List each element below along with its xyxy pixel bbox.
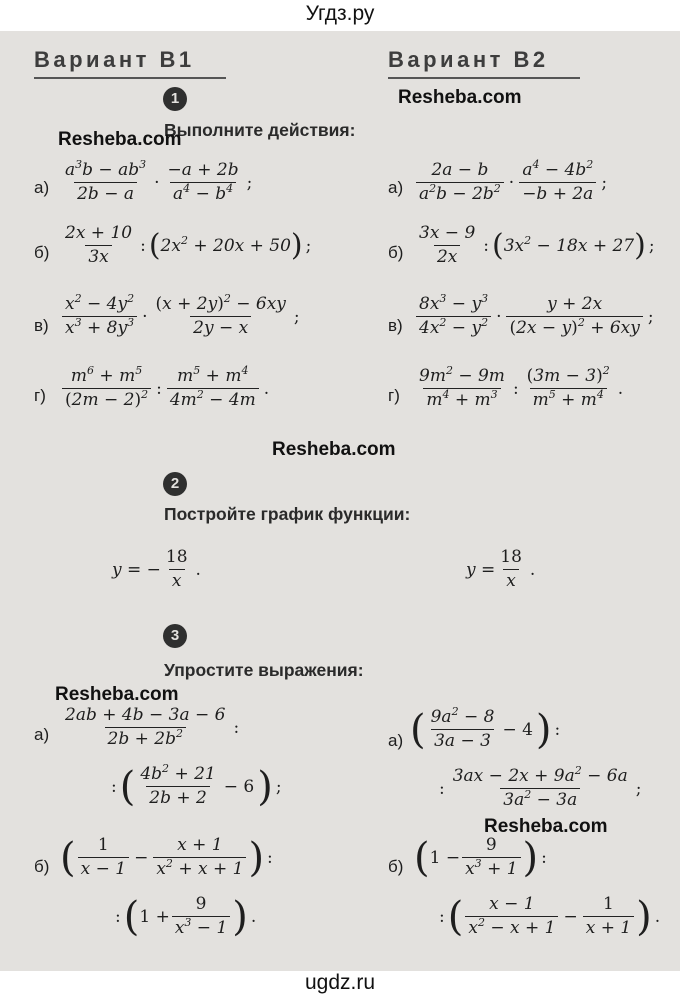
task-3-title: Упростите выражения:	[164, 660, 364, 680]
task-1-title: Выполните действия:	[164, 120, 356, 140]
task-3-number-icon: 3	[163, 624, 187, 648]
variant-b1-underline	[34, 77, 226, 79]
item-label: г)	[388, 386, 400, 405]
expression-b2-1g: $9m^2 - 9m$ $m^4 + m^3$ : $(3m - 3)^2$ $m^5 + m^4$ .	[419, 364, 624, 410]
workbook-page	[0, 31, 680, 971]
variant-b2-underline	[388, 77, 580, 79]
variant-b2-heading: Вариант В2	[388, 47, 549, 72]
expression-b2-1v: $8x^3 - y^3$ $4x^2 - y^2$ · y + 2x $(2x - y)^2 + 6xy$ ;	[414, 295, 657, 338]
expression-b2-2: y = $\frac{18}{x}$ .	[466, 547, 536, 591]
expression-b2-1a: 2a − b $a^2b - 2b^2$ · $a^4 - 4b^2$ −b + 2a ;	[414, 161, 610, 204]
item-label: в)	[388, 316, 403, 335]
expression-b1-2: y = − $\frac{18}{x}$ .	[112, 547, 201, 591]
item-label: а)	[34, 725, 50, 744]
item-label: б)	[34, 243, 50, 262]
item-label: а)	[388, 731, 404, 750]
task-1-number-icon: 1	[163, 87, 187, 111]
watermark: Resheba.com	[58, 129, 182, 150]
expression-b1-3b-line2: : ( 1 + $\frac{9}{x^3 - 1}$ ) .	[115, 893, 257, 940]
watermark: Resheba.com	[272, 439, 396, 460]
expression-b1-1a: $a^3b - ab^3$ 2b − a · −a + 2b $a^4 - b^4$ ;	[65, 158, 253, 204]
item-label: а)	[388, 178, 404, 197]
item-label: б)	[34, 857, 50, 876]
expression-b1-3a-line1: 2ab + 4b − 3a − 6 $2b + 2b^2$ :	[65, 705, 240, 749]
header-site-name: Угдз.ру	[305, 2, 375, 25]
task-2-title: Постройте график функции:	[164, 504, 411, 524]
expression-b2-3a-line1: ( $9a^2 - 8$ 3a − 3 − 4 ) :	[410, 705, 561, 753]
expression-b1-1v: $x^2 - 4y^2$ $x^3 + 8y^3$ · $(x + 2y)^2 - 6xy$ 2y − x ;	[60, 295, 303, 338]
item-label: а)	[34, 178, 50, 197]
item-label: г)	[34, 386, 46, 405]
expression-b1-1b: 2x + 10 3x : ( $2x^2 + 20x + 50$ ) ;	[65, 223, 312, 267]
expression-b2-3b-line2: : ( x − 1 $x^2 - x + 1$ − $\frac{1}{x + 1}$ ) .	[439, 893, 661, 940]
watermark: Resheba.com	[484, 816, 608, 837]
expression-b2-3a-line2: : $3ax - 2x + 9a^2 - 6a$ $3a^2 - 3a$ ;	[439, 764, 642, 810]
variant-b1-heading: Вариант В1	[34, 47, 195, 72]
expression-b2-1b: 3x − 9 2x : ( $3x^2 - 18x + 27$ ) ;	[419, 223, 655, 267]
expression-b1-3a-line2: : ( $4b^2 + 21$ 2b + 2 − 6 ) ;	[111, 762, 282, 810]
expression-b2-3b-line1: ( 1 − $\frac{9}{x^3 + 1}$ ) :	[414, 834, 547, 881]
task-2-number-icon: 2	[163, 472, 187, 496]
item-label: в)	[34, 316, 49, 335]
item-label: б)	[388, 857, 404, 876]
footer-site-name: ugdz.ru	[304, 971, 376, 994]
watermark: Resheba.com	[398, 87, 522, 108]
item-label: б)	[388, 243, 404, 262]
expression-b1-3b-line1: ( 1 x − 1 − $\frac{x + 1}{x^2 + x + 1}$ ) :	[60, 834, 273, 881]
expression-b1-1g: $m^6 + m^5$ $(2m - 2)^2$ : $m^5 + m^4$ $4m^2 - 4m$ .	[60, 367, 272, 410]
watermark: Resheba.com	[55, 684, 179, 705]
